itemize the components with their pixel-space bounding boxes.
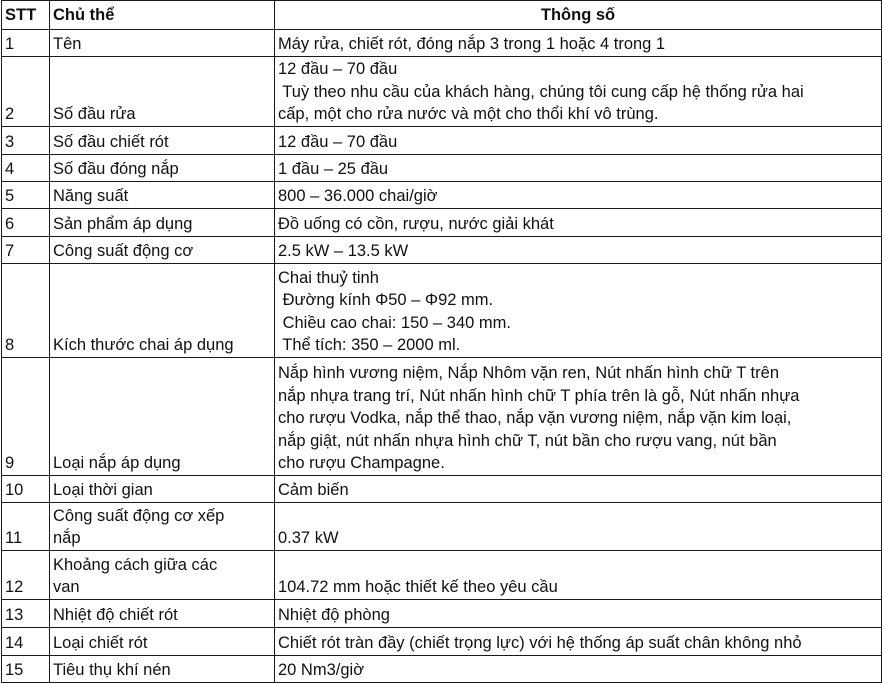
- row-value: [275, 155, 882, 182]
- row-subject: Sản phẩm áp dụng: [50, 209, 275, 237]
- table-header-row: [2, 1, 882, 30]
- row-stt: 13: [2, 600, 50, 628]
- table-row: [2, 209, 882, 237]
- row-value: [275, 264, 882, 358]
- row-stt: 14: [2, 628, 50, 656]
- row-stt: 2: [2, 57, 50, 127]
- value-line: 2.5 kW – 13.5 kW: [278, 242, 409, 261]
- row-stt: 12: [2, 551, 50, 600]
- row-subject: Số đầu đóng nắp: [50, 155, 275, 182]
- row-subject: Số đầu chiết rót: [50, 127, 275, 155]
- table-row: [2, 57, 882, 127]
- header-subject: Chủ thể: [50, 1, 275, 30]
- value-line: Tuỳ theo nhu cầu của khách hàng, chúng tôi cung cấp hệ thống rửa hai: [278, 82, 804, 101]
- row-subject: Công suất động cơ: [50, 237, 275, 264]
- row-value: [275, 237, 882, 264]
- row-subject: Nhiệt độ chiết rót: [50, 600, 275, 628]
- table-row: [2, 264, 882, 358]
- value-line: 12 đầu – 70 đầu: [278, 60, 398, 79]
- value-line: 800 – 36.000 chai/giờ: [278, 187, 438, 206]
- row-stt: 9: [2, 358, 50, 476]
- table-row: [2, 237, 882, 264]
- row-stt: 15: [2, 656, 50, 683]
- header-value: Thông số: [275, 1, 882, 30]
- row-subject: Năng suất: [50, 182, 275, 209]
- value-line: Đường kính Φ50 – Φ92 mm.: [278, 291, 494, 310]
- value-line: nắp giật, nút nhấn nhựa hình chữ T, nút bần cho rượu vang, nút bần: [278, 431, 777, 450]
- value-line: cho rượu Vodka, nắp thể thao, nắp vặn vương niệm, nắp vặn kim loại,: [278, 409, 792, 428]
- row-subject: Loại nắp áp dụng: [50, 358, 275, 476]
- value-line: 1 đầu – 25 đầu: [278, 160, 389, 179]
- row-subject: Loại chiết rót: [50, 628, 275, 656]
- row-subject: Số đầu rửa: [50, 57, 275, 127]
- table-row: [2, 30, 882, 57]
- value-line: cho rượu Champagne.: [278, 454, 445, 473]
- value-line: Chai thuỷ tinh: [278, 268, 379, 287]
- row-value: [275, 182, 882, 209]
- row-stt: 8: [2, 264, 50, 358]
- value-line: Cảm biến: [278, 481, 349, 500]
- table-row: [2, 551, 882, 600]
- row-value: [275, 476, 882, 503]
- subject-line: nắp: [53, 529, 81, 548]
- row-subject: Kích thước chai áp dụng: [50, 264, 275, 358]
- row-value: [275, 209, 882, 237]
- row-stt: 10: [2, 476, 50, 503]
- value-line: Thể tích: 350 – 2000 ml.: [278, 336, 461, 355]
- row-stt: 1: [2, 30, 50, 57]
- row-value: [275, 127, 882, 155]
- row-value: [275, 600, 882, 628]
- row-stt: 4: [2, 155, 50, 182]
- value-line: Nhiệt độ phòng: [278, 606, 390, 625]
- spec-table: [1, 0, 882, 683]
- value-line: cấp, một cho rửa nước và một cho thổi khí vô trùng.: [278, 105, 659, 124]
- table-row: [2, 182, 882, 209]
- row-subject: Tiêu thụ khí nén: [50, 656, 275, 683]
- row-subject: [50, 551, 275, 600]
- value-line: 104.72 mm hoặc thiết kế theo yêu cầu: [278, 578, 558, 597]
- row-value: [275, 30, 882, 57]
- value-line: 20 Nm3/giờ: [278, 661, 365, 680]
- table-row: [2, 503, 882, 551]
- row-stt: 3: [2, 127, 50, 155]
- subject-line: Công suất động cơ xếp: [53, 506, 225, 525]
- value-line: Nắp hình vương niệm, Nắp Nhôm vặn ren, Nút nhấn hình chữ T trên: [278, 364, 779, 383]
- row-stt: 11: [2, 503, 50, 551]
- value-line: 12 đầu – 70 đầu: [278, 133, 398, 152]
- table-row: [2, 476, 882, 503]
- row-value: [275, 628, 882, 656]
- table-row: [2, 155, 882, 182]
- table-row: [2, 600, 882, 628]
- row-stt: 5: [2, 182, 50, 209]
- table-row: [2, 358, 882, 476]
- row-stt: 7: [2, 237, 50, 264]
- row-value: [275, 503, 882, 551]
- row-value: [275, 656, 882, 683]
- header-stt: STT: [2, 1, 50, 30]
- row-stt: 6: [2, 209, 50, 237]
- table-row: [2, 656, 882, 683]
- value-line: nắp nhựa trang trí, Nút nhấn hình chữ T phía trên là gỗ, Nút nhấn nhựa: [278, 386, 800, 405]
- subject-line: Khoảng cách giữa các: [53, 555, 218, 574]
- row-value: [275, 551, 882, 600]
- value-line: Máy rửa, chiết rót, đóng nắp 3 trong 1 hoặc 4 trong 1: [278, 35, 666, 54]
- value-line: Đồ uống có cồn, rượu, nước giải khát: [278, 215, 554, 234]
- row-subject: Loại thời gian: [50, 476, 275, 503]
- table-row: [2, 127, 882, 155]
- row-value: [275, 358, 882, 476]
- subject-line: van: [53, 578, 80, 597]
- row-value: [275, 57, 882, 127]
- value-line: 0.37 kW: [278, 529, 339, 548]
- row-subject: [50, 503, 275, 551]
- value-line: Chiết rót tràn đầy (chiết trọng lực) với hệ thống áp suất chân không nhỏ: [278, 634, 802, 653]
- table-row: [2, 628, 882, 656]
- value-line: Chiều cao chai: 150 – 340 mm.: [278, 313, 511, 332]
- row-subject: Tên: [50, 30, 275, 57]
